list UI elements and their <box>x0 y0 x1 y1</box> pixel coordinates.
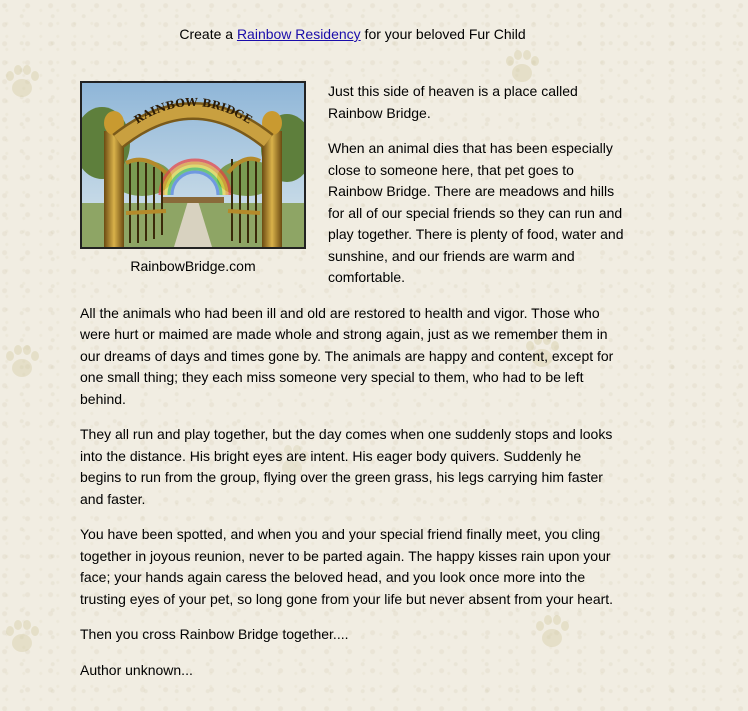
paragraph-4: They all run and play together, but the day comes when one suddenly stops and looks into the distance. His bright eyes are intent. His eager body quivers. Suddenly he begins to run from the group, flying over the green grass, his legs carrying him faster and faster. <box>80 426 613 507</box>
paragraph-3: All the animals who had been ill and old are restored to health and vigor. Those who were hurt or maimed are made whole and strong again, just as we remember them in our dreams of days and times gone by. The animals are happy and content, except for one small thing; they each miss someone very special to them, who had to be left behind. <box>80 304 614 407</box>
paragraph-2: When an animal dies that has been especially close to someone here, that pet goes to Rainbow Bridge. There are meadows and hills for all of our special friends so they can run and play together. There is plenty of food, water and sunshine, and our friends are warm and comfortable. <box>328 140 624 285</box>
rainbow-residency-link[interactable]: Rainbow Residency <box>236 26 361 42</box>
page-header <box>0 26 705 43</box>
paragraph-1: Just this side of heaven is a place called Rainbow Bridge. <box>328 83 578 121</box>
paragraph-5: You have been spotted, and when you and your special friend finally meet, you cling together in joyous reunion, never to be parted again. The happy kisses rain upon your face; your hands again caress the beloved head, and you look once more into the trusting eyes of your pet, so long gone from your life but never absent from your heart. <box>80 526 614 607</box>
header-prefix: Create a <box>179 26 237 42</box>
header-suffix: for your beloved Fur Child <box>360 26 526 42</box>
rainbow-bridge-image <box>80 81 306 249</box>
paw-print-icon <box>0 340 44 384</box>
paw-print-icon <box>0 615 44 659</box>
author-line: Author unknown... <box>80 661 193 678</box>
paragraph-6: Then you cross Rainbow Bridge together.... <box>80 626 349 642</box>
image-caption: RainbowBridge.com <box>130 258 256 274</box>
paw-print-icon <box>0 60 44 104</box>
rainbow-bridge-figure <box>80 81 306 275</box>
arch-lettering: RAINBOW BRIDGE <box>131 95 255 127</box>
poem-content <box>80 81 625 695</box>
